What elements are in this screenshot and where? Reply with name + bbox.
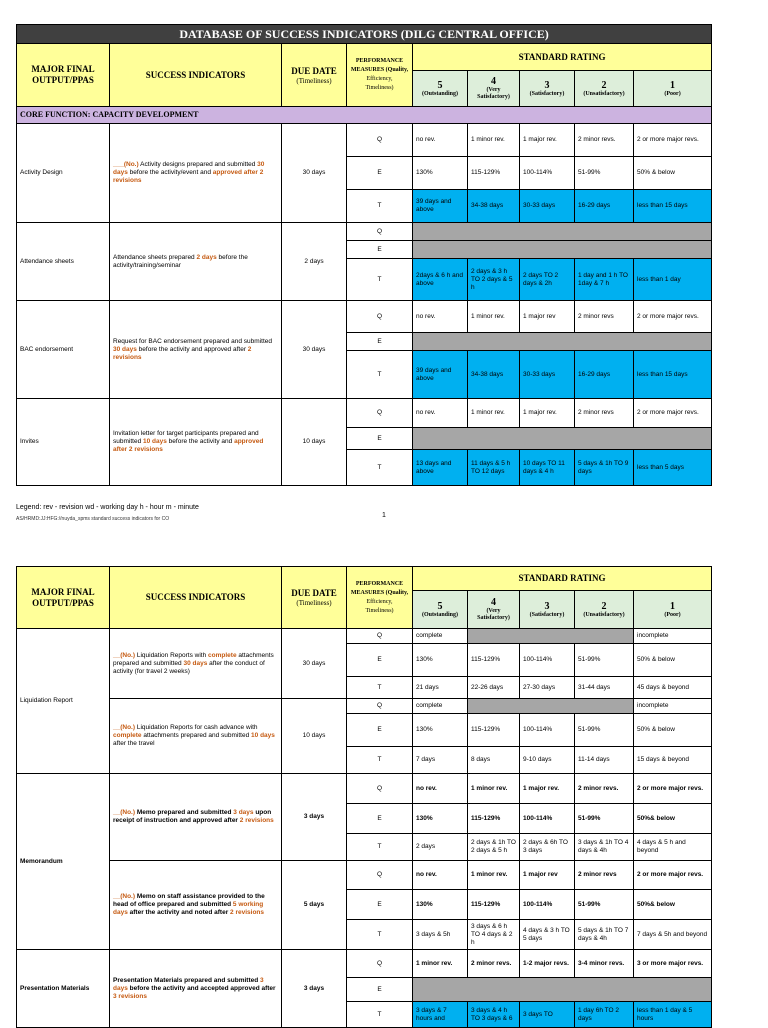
rating-cell: 5 days & 1h TO 9 days [575,450,634,486]
rating-cell: no rev. [413,301,468,333]
table-row [17,301,712,333]
rating-blank [413,978,712,1002]
header-rating-1: 1 (Poor) [634,71,712,107]
rating-cell: 4 days & 3 h TO 5 days [520,920,575,950]
rating-cell: 3 or more major revs. [634,950,712,978]
rating-cell: 2 or more major revs. [634,124,712,157]
rating-cell: 2 minor revs. [468,950,520,978]
pm-e: E [347,714,413,747]
header-success-indicators: SUCCESS INDICATORS [110,44,282,107]
rating-cell: 3 days & 1h TO 4 days & 4h [575,834,634,861]
success-indicators-table-page2 [16,566,712,1028]
pm-t: T [347,351,413,399]
si-activity-design: ___(No.) Activity designs prepared and submitted 30 days before the activity/event and approved after 2 revisions [110,124,282,223]
rating-cell: 11 days & 5 h TO 12 days [468,450,520,486]
rating-cell: 7 days [413,747,468,774]
rating-cell: 115-129% [468,804,520,834]
pm-e: E [347,333,413,351]
header-rating-3: 3 (Satisfactory) [520,71,575,107]
rating-cell: 31-44 days [575,677,634,699]
pm-q: Q [347,774,413,804]
rating-cell: 1 day 6h TO 2 days [575,1002,634,1028]
pm-q: Q [347,223,413,241]
pm-t: T [347,259,413,301]
header-mfo: MAJOR FINAL OUTPUT/PPAS [17,567,110,629]
legend: Legend: rev - revision wd - working day h - hour m - minute [16,504,199,511]
header-standard-rating: STANDARD RATING [413,567,712,591]
rating-cell: 30-33 days [520,190,575,223]
header-performance-measures: PERFORMANCE MEASURES (Quality, Efficiency, Timeliness) [347,44,413,107]
pm-t: T [347,920,413,950]
rating-cell: 2 or more major revs. [634,399,712,428]
due-attendance-sheets: 2 days [282,223,347,301]
pm-t: T [347,450,413,486]
rating-cell: less than 1 day [634,259,712,301]
rating-cell: 2 days & 6h TO 3 days [520,834,575,861]
si-liquidation-b: __(No.) Liquidation Reports for cash advance with complete attachments prepared and submitted 10 days after the travel [110,699,282,774]
rating-cell: 1 major rev. [520,124,575,157]
header-success-indicators: SUCCESS INDICATORS [110,567,282,629]
rating-cell: 1 major rev. [520,399,575,428]
pm-e: E [347,157,413,190]
mfo-invites: Invites [17,399,110,486]
rating-cell: 50% & below [634,157,712,190]
rating-cell: 39 days and above [413,190,468,223]
rating-cell: 1 major rev [520,301,575,333]
rating-cell: 21 days [413,677,468,699]
rating-cell: 27-30 days [520,677,575,699]
mfo-memorandum: Memorandum [17,774,110,950]
rating-cell: complete [413,699,468,714]
header-rating-3: 3 (Satisfactory) [520,591,575,629]
rating-cell: 2 or more major revs. [634,861,712,890]
rating-cell: 3-4 minor revs. [575,950,634,978]
rating-cell: 130% [413,714,468,747]
rating-cell: less than 1 day & 5 hours [634,1002,712,1028]
rating-cell: 2 minor revs [575,861,634,890]
rating-blank [468,629,634,644]
rating-cell: 51-99% [575,644,634,677]
rating-cell: 2days & 6 h and above [413,259,468,301]
header-rating-4: 4 (Very Satisfactory) [468,591,520,629]
rating-cell: 130% [413,890,468,920]
rating-cell: no rev. [413,399,468,428]
mfo-presentation-materials: Presentation Materials [17,950,110,1028]
pm-e: E [347,804,413,834]
rating-cell: 100-114% [520,804,575,834]
pm-t: T [347,1002,413,1028]
rating-cell: no rev. [413,861,468,890]
header-rating-4: 4 (Very Satisfactory) [468,71,520,107]
si-bac-endorsement: Request for BAC endorsement prepared and submitted 30 days before the activity and approved after 2 revisions [110,301,282,399]
pm-q: Q [347,861,413,890]
rating-cell: 2 minor revs [575,399,634,428]
si-attendance-sheets: Attendance sheets prepared 2 days before the activity/training/seminar [110,223,282,301]
rating-cell: 2 minor revs. [575,774,634,804]
table-row [17,223,712,241]
page-number: 1 [382,512,386,519]
si-invites: Invitation letter for target participants prepared and submitted 10 days before the activity and approved after 2 revisions [110,399,282,486]
rating-cell: 115-129% [468,714,520,747]
rating-cell: 2 days [413,834,468,861]
pm-e: E [347,644,413,677]
rating-cell: 50% & below [634,714,712,747]
table-row [17,399,712,428]
table-row [17,699,712,714]
rating-cell: 45 days & beyond [634,677,712,699]
table-row [17,861,712,890]
due-memorandum-b: 5 days [282,861,347,950]
rating-cell: 1 day and 1 h TO 1day & 7 h [575,259,634,301]
rating-cell: 1 minor rev. [468,774,520,804]
rating-cell: 3 days TO [520,1002,575,1028]
pm-e: E [347,428,413,450]
rating-cell: 51-99% [575,157,634,190]
rating-cell: 10 days TO 11 days & 4 h [520,450,575,486]
pm-q: Q [347,124,413,157]
due-liquidation-a: 30 days [282,629,347,699]
rating-blank [413,333,712,351]
rating-cell: no rev. [413,124,468,157]
rating-cell: 2 days & 1h TO 2 days & 5 h [468,834,520,861]
pm-e: E [347,241,413,259]
rating-cell: 22-26 days [468,677,520,699]
rating-cell: 16-29 days [575,190,634,223]
rating-blank [413,223,712,241]
pm-t: T [347,834,413,861]
rating-cell: 16-29 days [575,351,634,399]
pm-q: Q [347,629,413,644]
pm-q: Q [347,950,413,978]
pm-q: Q [347,699,413,714]
mfo-liquidation-report: Liquidation Report [17,629,110,774]
rating-cell: 115-129% [468,644,520,677]
rating-cell: 100-114% [520,714,575,747]
rating-cell: 100-114% [520,644,575,677]
rating-blank [413,428,712,450]
pm-e: E [347,890,413,920]
rating-cell: 50% & below [634,644,712,677]
rating-cell: 5 days & 1h TO 7 days & 4h [575,920,634,950]
rating-cell: 9-10 days [520,747,575,774]
due-activity-design: 30 days [282,124,347,223]
rating-cell: less than 5 days [634,450,712,486]
rating-cell: complete [413,629,468,644]
mfo-attendance-sheets: Attendance sheets [17,223,110,301]
rating-cell: incomplete [634,629,712,644]
header-mfo: MAJOR FINAL OUTPUT/PPAS [17,44,110,107]
rating-cell: 8 days [468,747,520,774]
header-rating-5: 5 (Outstanding) [413,591,468,629]
due-bac-endorsement: 30 days [282,301,347,399]
rating-cell: no rev. [413,774,468,804]
rating-cell: 4 days & 5 h and beyond [634,834,712,861]
rating-cell: 3 days & 4 h TO 3 days & 6 [468,1002,520,1028]
header-performance-measures: PERFORMANCE MEASURES (Quality, Efficiency, Timeliness) [347,567,413,629]
rating-cell: 3 days & 5h [413,920,468,950]
rating-cell: 13 days and above [413,450,468,486]
header-rating-5: 5 (Outstanding) [413,71,468,107]
pm-q: Q [347,301,413,333]
rating-cell: 100-114% [520,157,575,190]
pm-q: Q [347,399,413,428]
si-memorandum-a: __(No.) Memo prepared and submitted 3 days upon receipt of instruction and approved after 2 revisions [110,774,282,861]
mfo-bac-endorsement: BAC endorsement [17,301,110,399]
table-row [17,774,712,804]
rating-cell: 115-129% [468,890,520,920]
header-rating-2: 2 (Unsatisfactory) [575,71,634,107]
due-memorandum-a: 3 days [282,774,347,861]
success-indicators-table-page1 [16,24,712,486]
page-title: DATABASE OF SUCCESS INDICATORS (DILG CENTRAL OFFICE) [17,25,712,44]
si-memorandum-b: __(No.) Memo on staff assistance provided to the head of office prepared and submitted 5 working days after the activity and noted after 2 revisions [110,861,282,950]
pm-t: T [347,747,413,774]
rating-cell: 2 or more major revs. [634,774,712,804]
rating-cell: 50%& below [634,804,712,834]
rating-cell: less than 15 days [634,351,712,399]
mfo-activity-design: Activity Design [17,124,110,223]
rating-cell: 7 days & 5h and beyond [634,920,712,950]
rating-blank [413,241,712,259]
table-row [17,950,712,978]
rating-cell: less than 15 days [634,190,712,223]
header-due-date: DUE DATE (Timeliness) [282,567,347,629]
si-liquidation-a: __(No.) Liquidation Reports with complete attachments prepared and submitted 30 days after the conduct of activity (for travel 2 weeks) [110,629,282,699]
rating-cell: 11-14 days [575,747,634,774]
pm-t: T [347,677,413,699]
rating-cell: 1-2 major revs. [520,950,575,978]
rating-cell: 1 minor rev. [468,861,520,890]
rating-cell: 34-38 days [468,190,520,223]
pm-t: T [347,190,413,223]
rating-cell: 1 minor rev. [468,301,520,333]
rating-blank [468,699,634,714]
rating-cell: 39 days and above [413,351,468,399]
rating-cell: 2 minor revs [575,301,634,333]
rating-cell: 130% [413,804,468,834]
rating-cell: 34-38 days [468,351,520,399]
rating-cell: 51-99% [575,890,634,920]
due-liquidation-b: 10 days [282,699,347,774]
rating-cell: 2 minor revs. [575,124,634,157]
header-standard-rating: STANDARD RATING [413,44,712,71]
rating-cell: 2 days TO 2 days & 2h [520,259,575,301]
rating-cell: 51-99% [575,714,634,747]
rating-cell: 3 days & 7 hours and [413,1002,468,1028]
rating-cell: incomplete [634,699,712,714]
due-invites: 10 days [282,399,347,486]
rating-cell: 1 minor rev. [468,124,520,157]
rating-cell: 1 minor rev. [468,399,520,428]
rating-cell: 3 days & 6 h TO 4 days & 2 h [468,920,520,950]
si-presentation-materials: Presentation Materials prepared and submitted 3 days before the activity and accepted approved after 3 revisions [110,950,282,1028]
rating-cell: 51-99% [575,804,634,834]
rating-cell: 2 or more major revs. [634,301,712,333]
footer-path: AS/HRMD:JJ:HFG://nuyda_spms standard success indicators for CO [16,516,170,522]
rating-cell: 130% [413,644,468,677]
rating-cell: 2 days & 3 h TO 2 days & 5 h [468,259,520,301]
table-row [17,124,712,157]
rating-cell: 30-33 days [520,351,575,399]
header-due-date: DUE DATE (Timeliness) [282,44,347,107]
table-row [17,629,712,644]
header-rating-2: 2 (Unsatisfactory) [575,591,634,629]
header-rating-1: 1 (Poor) [634,591,712,629]
pm-e: E [347,978,413,1002]
rating-cell: 50%& below [634,890,712,920]
rating-cell: 100-114% [520,890,575,920]
rating-cell: 1 minor rev. [413,950,468,978]
rating-cell: 15 days & beyond [634,747,712,774]
rating-cell: 115-129% [468,157,520,190]
rating-cell: 1 major rev. [520,774,575,804]
rating-cell: 1 major rev [520,861,575,890]
due-presentation-materials: 3 days [282,950,347,1028]
core-function-banner: CORE FUNCTION: CAPACITY DEVELOPMENT [17,107,712,124]
rating-cell: 130% [413,157,468,190]
